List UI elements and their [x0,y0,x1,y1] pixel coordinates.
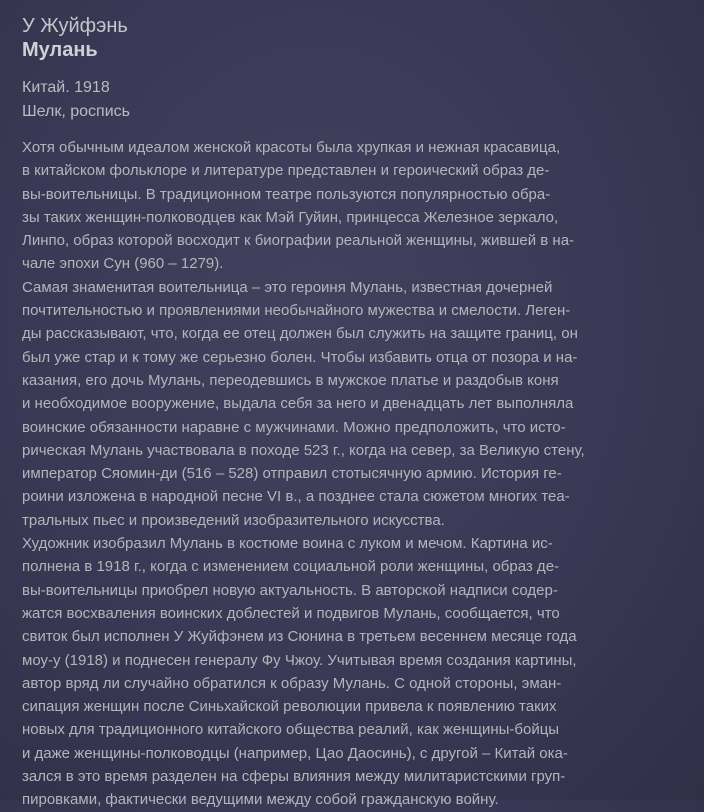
text-line: император Сяомин-ди (516 – 528) отправил стотысячную армию. История ге- [22,465,562,483]
text-line: жатся восхваления воинских доблестей и подвигов Мулань, сообщается, что [22,604,560,622]
text-line: Линпо, образ которой восходит к биографии реальной женщины, жившей в на- [22,232,575,250]
text-line: сипация женщин после Синьхайской революции привела к появлению таких [22,698,557,716]
paragraph-3 [22,532,690,812]
text-line: свиток был исполнен У Жуйфэнем из Сюнина в третьем весеннем месяце года [22,628,577,646]
text-line: воинские обязанности наравне с мужчинами. Можно предположить, что исто- [22,418,566,436]
text-line: ды рассказывают, что, когда ее отец должен был служить на защите границ, он [22,325,578,343]
text-line: был уже стар и к тому же серьезно болен. Чтобы избавить отца от позора и на- [22,348,578,366]
text-line: почтительностью и проявлениями необычайного мужества и смелости. Леген- [22,302,571,320]
text-line: Самая знаменитая воительница – это героиня Мулань, известная дочерней [22,278,553,296]
text-line: роини изложена в народной песне VI в., а позднее стала сюжетом многих теа- [22,488,570,506]
artist-name: У Жуйфэнь [22,15,128,37]
artwork-title: Мулань [22,39,98,61]
text-line: новых для традиционного китайского общества реалий, как женщины-бойцы [22,721,560,739]
text-line: Хотя обычным идеалом женской красоты была хрупкая и нежная красавица, [22,139,561,156]
text-line: зался в это время разделен на сферы влияния между милитаристскими груп- [22,768,566,786]
text-line: чале эпохи Сун (960 – 1279). [22,255,224,273]
text-line: пировками, фактически ведущими между собой гражданскую войну. [22,791,499,809]
paragraph-2 [22,276,690,532]
text-line: в китайском фольклоре и литературе представлен и героический образ де- [22,162,550,180]
artwork-origin: Китай. 1918 [22,79,110,96]
text-line: зы таких женщин-полководцев как Мэй Гуйин, принцесса Железное зеркало, [22,208,559,226]
text-line: вы-воительницы приобрел новую актуальность. В авторской надписи содер- [22,581,558,599]
text-line: тральных пьес и произведений изобразительного искусства. [22,511,445,529]
text-line: моу-у (1918) и поднесен генералу Фу Чжоу. Учитывая время создания картины, [22,651,577,669]
text-line: рическая Мулань участвовала в походе 523 г., когда на север, за Великую стену, [22,441,585,459]
artwork-medium: Шелк, роспись [22,103,130,120]
text-line: автор вряд ли случайно обратился к образу Мулань. С одной стороны, эман- [22,674,562,692]
text-line: Художник изобразил Мулань в костюме воина с луком и мечом. Картина ис- [22,535,553,553]
text-line: полнена в 1918 г., когда с изменением социальной роли женщины, образ де- [22,558,560,576]
paragraph-1 [22,136,690,276]
description [22,136,690,812]
text-line: казания, его дочь Мулань, переодевшись в мужское платье и раздобыв коня [22,371,559,389]
text-line: и необходимое вооружение, выдала себя за него и двенадцать лет выполняла [22,395,574,413]
text-line: вы-воительницы. В традиционном театре пользуются популярностью обра- [22,185,551,203]
museum-label [22,14,690,812]
text-line: и даже женщины-полководцы (например, Цао Даосинь), с другой – Китай ока- [22,744,568,762]
